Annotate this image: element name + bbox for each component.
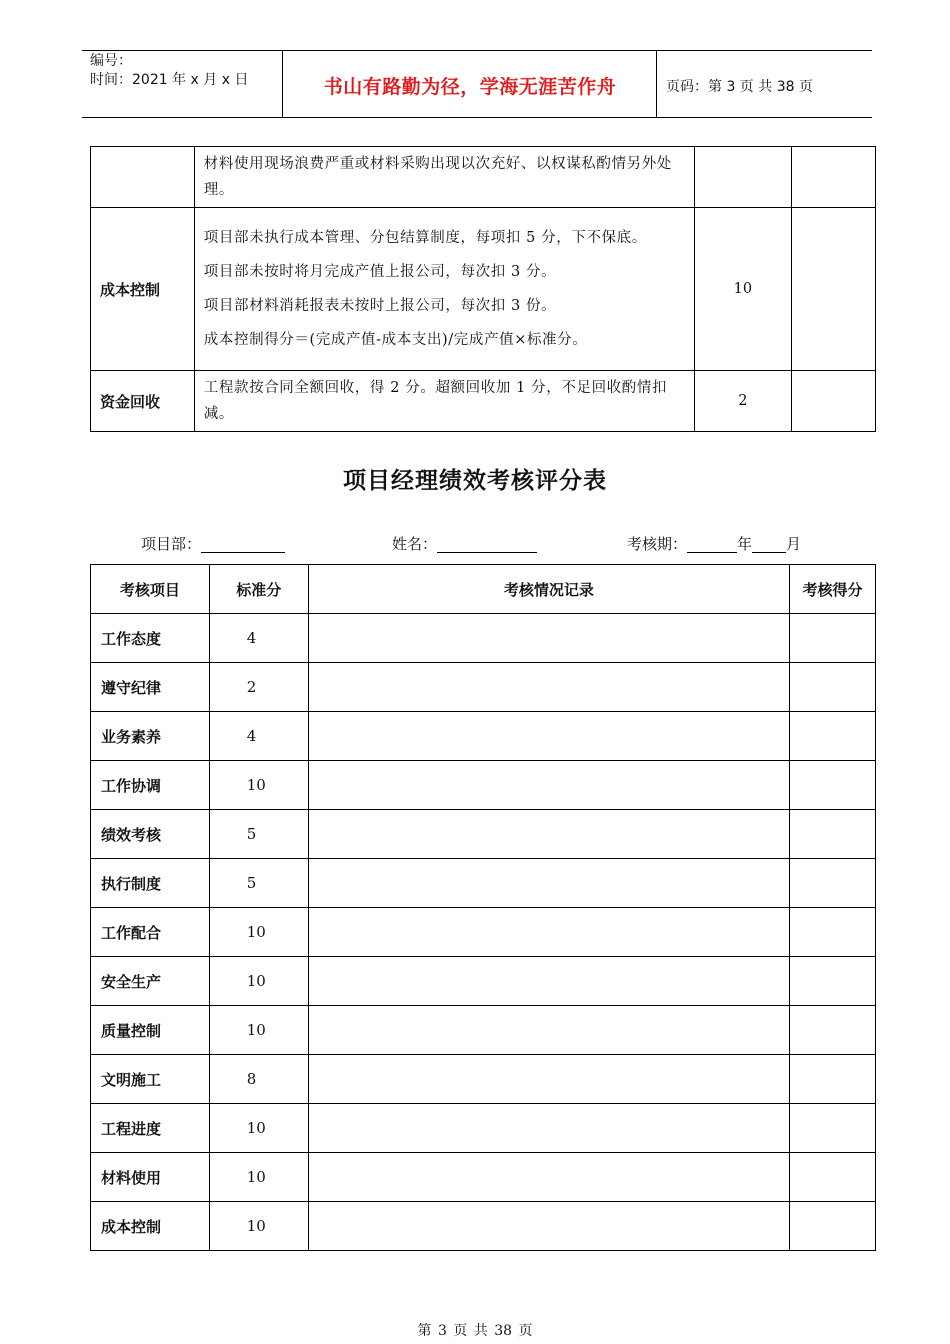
criteria-row [91,371,876,432]
header-divider [656,50,657,117]
record-cell[interactable] [308,908,789,957]
standard-score: 5 [246,825,257,843]
assessment-item: 工作配合 [91,908,210,957]
assessment-item: 文明施工 [91,1055,210,1104]
standard-score-cell [209,1153,308,1202]
dept-label: 项目部： [141,535,202,553]
assessment-row [91,1202,876,1251]
result-cell[interactable] [790,712,876,761]
standard-score: 4 [246,727,257,745]
standard-score: 10 [246,776,266,794]
record-cell[interactable] [308,712,789,761]
result-cell[interactable] [790,957,876,1006]
name-blank[interactable] [437,536,537,553]
standard-score-cell [209,1202,308,1251]
standard-score: 10 [246,1021,266,1039]
criteria-description [194,371,694,432]
criteria-line: 工程款按合同全额回收，得 2 分。超额回收加 1 分，不足回收酌情扣减。 [203,380,668,422]
name-label: 姓名： [392,535,438,553]
result-cell[interactable] [790,1055,876,1104]
standard-score: 10 [246,1119,266,1137]
column-header-standard: 标准分 [209,565,308,614]
assessment-row [91,1104,876,1153]
criteria-line: 成本控制得分＝(完成产值-成本支出)/完成产值×标准分。 [203,332,588,348]
result-cell[interactable] [790,1104,876,1153]
standard-score-cell [209,1104,308,1153]
record-cell[interactable] [308,761,789,810]
criteria-score: 10 [694,208,792,371]
criteria-line: 项目部材料消耗报表未按时上报公司，每次扣 3 份。 [203,298,557,314]
assessment-row [91,1153,876,1202]
header-meta [90,52,248,90]
record-cell[interactable] [308,1153,789,1202]
standard-score: 2 [246,678,257,696]
header-page-info: 页码：第 3 页 共 38 页 [666,79,813,95]
result-cell[interactable] [790,663,876,712]
assessment-row [91,761,876,810]
result-cell[interactable] [790,908,876,957]
year-label: 年 [737,535,753,553]
column-header-item: 考核项目 [91,565,210,614]
criteria-line: 项目部未执行成本管理、分包结算制度，每项扣 5 分，下不保底。 [203,230,647,246]
header-motto: 书山有路勤为径，学海无涯苦作舟 [323,76,617,98]
criteria-result-cell[interactable] [792,208,876,371]
assessment-item: 质量控制 [91,1006,210,1055]
result-cell[interactable] [790,761,876,810]
assessment-item: 成本控制 [91,1202,210,1251]
assessment-item: 安全生产 [91,957,210,1006]
year-blank[interactable] [687,536,737,553]
assessment-row [91,614,876,663]
standard-score-cell [209,908,308,957]
dept-blank[interactable] [201,536,285,553]
assessment-item: 绩效考核 [91,810,210,859]
criteria-result-cell[interactable] [792,371,876,432]
period-field[interactable] [627,533,801,554]
standard-score-cell [209,1055,308,1104]
header-bottom-rule [82,117,872,118]
assessment-item: 工作态度 [91,614,210,663]
standard-score: 10 [246,1217,266,1235]
name-field[interactable] [392,533,537,554]
standard-score-cell [209,859,308,908]
document-time-label: 时间：2021 年 x 月 x 日 [90,72,249,88]
standard-score: 10 [246,1168,266,1186]
result-cell[interactable] [790,1153,876,1202]
period-label: 考核期： [627,535,688,553]
record-cell[interactable] [308,1202,789,1251]
header-top-rule [82,50,872,51]
result-cell[interactable] [790,859,876,908]
record-cell[interactable] [308,663,789,712]
standard-score-cell [209,663,308,712]
record-cell[interactable] [308,1006,789,1055]
assessment-row [91,1055,876,1104]
standard-score-cell [209,614,308,663]
assessment-item: 工程进度 [91,1104,210,1153]
record-cell[interactable] [308,1104,789,1153]
assessment-row [91,957,876,1006]
form-title: 项目经理绩效考核评分表 [343,468,607,494]
result-cell[interactable] [790,1006,876,1055]
record-cell[interactable] [308,614,789,663]
criteria-line: 项目部未按时将月完成产值上报公司，每次扣 3 分。 [203,264,557,280]
result-cell[interactable] [790,810,876,859]
criteria-line: 材料使用现场浪费严重或材料采购出现以次充好、以权谋私酌情另外处理。 [203,156,672,198]
assessment-row [91,908,876,957]
standard-score-cell [209,712,308,761]
standard-score: 4 [246,629,257,647]
result-cell[interactable] [790,614,876,663]
column-header-record: 考核情况记录 [308,565,789,614]
standard-score: 8 [246,1070,257,1088]
assessment-row [91,1006,876,1055]
assessment-item: 业务素养 [91,712,210,761]
criteria-score [694,147,792,208]
standard-score-cell [209,1006,308,1055]
document-number-label: 编号： [90,53,132,69]
record-cell[interactable] [308,859,789,908]
assessment-row [91,859,876,908]
assessment-row [91,663,876,712]
criteria-table [90,146,876,432]
standard-score-cell [209,957,308,1006]
criteria-name [91,147,195,208]
month-label: 月 [786,535,802,553]
criteria-description [194,208,694,371]
assessment-row [91,810,876,859]
criteria-result-cell[interactable] [792,147,876,208]
standard-score: 5 [246,874,257,892]
criteria-row [91,147,876,208]
assessment-item: 遵守纪律 [91,663,210,712]
standard-score: 10 [246,972,266,990]
assessment-item: 执行制度 [91,859,210,908]
criteria-row [91,208,876,371]
assessment-item: 材料使用 [91,1153,210,1202]
criteria-description [194,147,694,208]
result-cell[interactable] [790,1202,876,1251]
standard-score: 10 [246,923,266,941]
standard-score-cell [209,761,308,810]
month-blank[interactable] [752,536,786,553]
header-divider [282,50,283,117]
assessment-row [91,712,876,761]
assessment-table [90,564,876,1251]
page-footer: 第 3 页 共 38 页 [417,1323,533,1339]
criteria-name: 成本控制 [91,208,195,371]
record-cell[interactable] [308,957,789,1006]
dept-field[interactable] [141,533,285,554]
criteria-score: 2 [694,371,792,432]
record-cell[interactable] [308,810,789,859]
column-header-result: 考核得分 [790,565,876,614]
record-cell[interactable] [308,1055,789,1104]
criteria-name: 资金回收 [91,371,195,432]
assessment-header-row [91,565,876,614]
assessment-item: 工作协调 [91,761,210,810]
standard-score-cell [209,810,308,859]
